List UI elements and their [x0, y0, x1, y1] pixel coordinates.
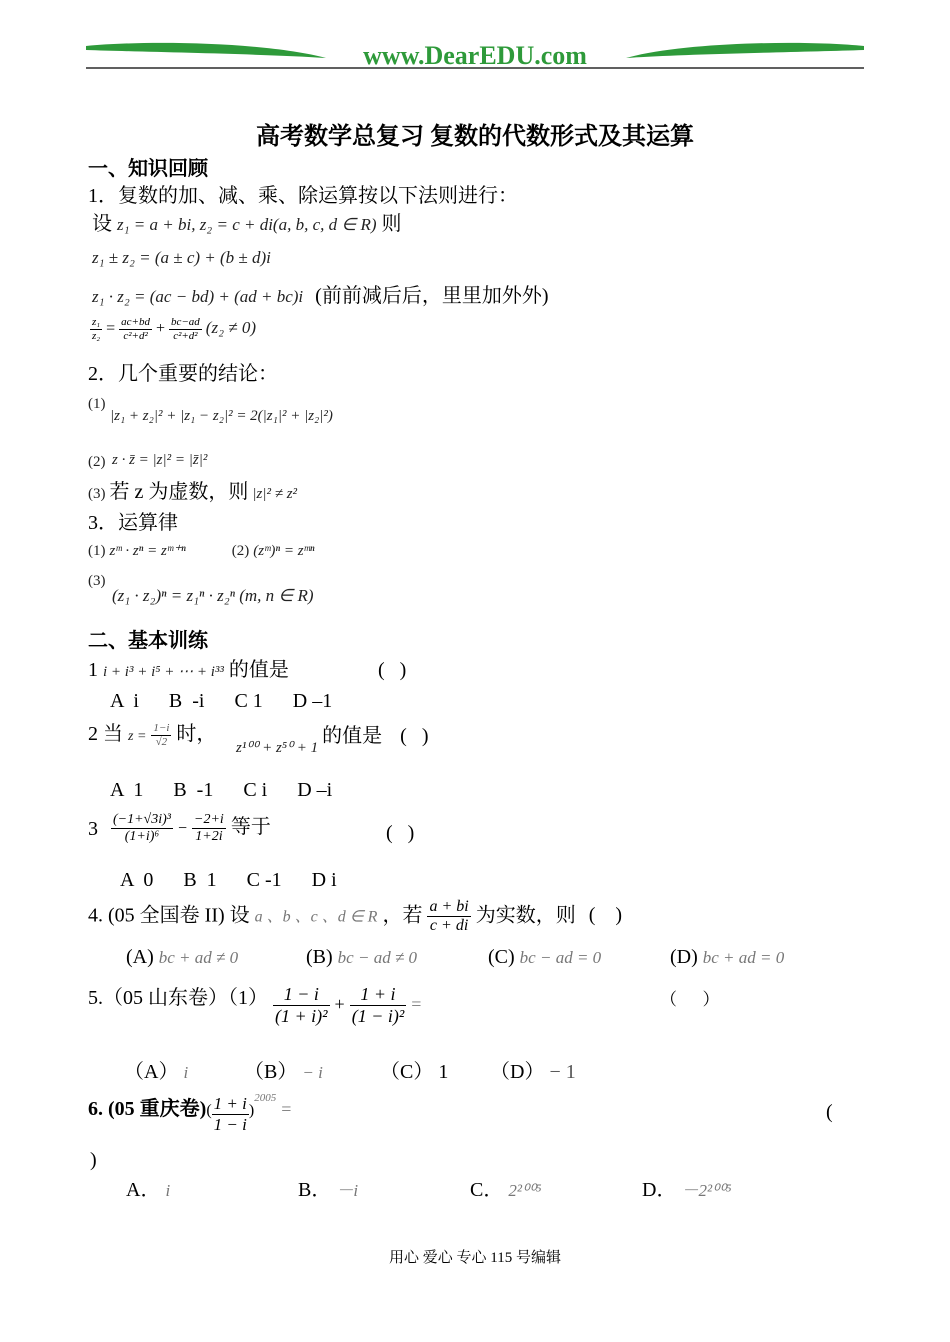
q4-option-d-label: (D) — [670, 946, 698, 968]
law-row-1-2 — [88, 541, 315, 560]
q2-expr-row — [236, 724, 429, 756]
q6-equals: = — [281, 1098, 292, 1119]
right-leaf-swoosh — [626, 43, 864, 58]
q6-paren-close: ) — [90, 1149, 97, 1171]
c3-label: (3) — [88, 486, 106, 502]
q2-fraction — [151, 722, 171, 748]
q5-plus: + — [334, 993, 345, 1014]
q2-text: 的值是 — [322, 725, 383, 747]
q5-option-a — [124, 1060, 188, 1085]
q5-option-a-label: （A） — [124, 1061, 179, 1083]
page-footer: 用心 爱心 专心 115 号编辑 — [389, 1250, 561, 1266]
q2-options: A 1 B -1 C i D –i — [110, 779, 333, 801]
q5-option-d-label: （D） — [490, 1061, 545, 1083]
q5-fraction-1 — [273, 984, 330, 1026]
rule-div-lhs — [90, 316, 102, 342]
rule-mul-note: (前前减后后，里里加外外) — [315, 285, 549, 307]
q3-f1-den: (1+i)⁶ — [124, 829, 160, 845]
q4-vars: a 、b 、c 、d ∈ R — [254, 908, 378, 926]
q4-lead: 4. (05 全国卷 II) 设 — [88, 904, 250, 927]
q4-option-c-label: (C) — [488, 946, 515, 968]
q5-option-d — [490, 1060, 576, 1084]
rule-mul-formula: z₁ · z₂ = (ac − bd) + (ad + bc)i — [92, 287, 304, 306]
q4-frac-num: a + bi — [427, 898, 470, 917]
c3-text: 若 z 为虚数，则 — [109, 481, 249, 503]
section1-heading: 一、知识回顾 — [88, 158, 208, 180]
item1-text: 1．复数的加、减、乘、除运算按以下法则进行： — [88, 185, 518, 207]
q6-fraction — [212, 1094, 249, 1134]
q6-option-d — [642, 1178, 732, 1203]
q3-fraction-1 — [111, 812, 173, 845]
rule-div-condition: (z₂ ≠ 0) — [205, 317, 256, 337]
item3-text: 3．运算律 — [88, 512, 178, 534]
q5-f2-den: (1 − i)² — [351, 1005, 405, 1026]
q5-option-c — [380, 1060, 448, 1084]
q1-answer-paren: ( ) — [378, 659, 407, 681]
q2-number: 2 — [88, 723, 98, 745]
q4-mid: ，若 — [382, 904, 423, 927]
q3-row — [88, 812, 271, 845]
rule-div-t1-num: ac+bd — [121, 316, 150, 328]
law1-formula: zᵐ · zⁿ = zᵐ⁺ⁿ — [109, 543, 186, 559]
item2-text: 2．几个重要的结论： — [88, 363, 278, 385]
rule-div-lhs-den: z₂ — [92, 329, 101, 342]
q4-option-c-expr: bc − ad = 0 — [519, 948, 602, 967]
q4-option-b-expr: bc − ad ≠ 0 — [337, 948, 418, 967]
q6-lead: 6. (05 重庆卷) — [88, 1097, 207, 1120]
c2-label: (2) — [88, 454, 106, 470]
q4-option-a-label: (A) — [126, 946, 154, 968]
q2-row — [88, 722, 216, 749]
rule-mul — [92, 284, 548, 308]
law3-label: (3) — [88, 573, 106, 589]
rule-div-term2 — [169, 316, 202, 342]
page-title: 高考数学总复习 复数的代数形式及其运算 — [256, 124, 694, 150]
q1-text: 的值是 — [228, 659, 289, 681]
q5-equals: = — [411, 993, 422, 1014]
q3-options: A 0 B 1 C -1 D i — [120, 869, 337, 891]
q2-prefix: 当 — [103, 723, 123, 745]
q1-number: 1 — [88, 659, 98, 681]
q6-option-a — [126, 1178, 170, 1203]
law3-formula: (z₁ · z₂)ⁿ = z₁ⁿ · z₂ⁿ (m, n ∈ R) — [112, 586, 314, 605]
q5-option-b — [244, 1060, 323, 1085]
q5-lead: 5.（05 山东卷）（1） — [88, 986, 268, 1009]
q5-f1-num: 1 − i — [273, 984, 330, 1006]
q2-frac-den: √2 — [155, 735, 168, 748]
q2-frac-num: 1−i — [153, 722, 170, 735]
q6-option-c-label: C． — [470, 1179, 504, 1201]
q6-frac-den: 1 − i — [213, 1114, 247, 1134]
q5-option-b-label: （B） — [244, 1061, 298, 1083]
q4-answer-paren: ( ) — [588, 904, 623, 927]
q3-minus: − — [178, 820, 188, 838]
c1-label: (1) — [88, 396, 106, 412]
q6-power: 2005 — [254, 1091, 277, 1104]
q5-option-c-expr: 1 — [438, 1061, 449, 1083]
c3-formula: |z|² ≠ z² — [252, 486, 298, 502]
q5-f2-num: 1 + i — [350, 984, 407, 1006]
q6-option-c — [470, 1178, 541, 1203]
q3-text: 等于 — [230, 816, 271, 839]
q3-number: 3 — [88, 818, 98, 841]
q4-tail: 为实数，则 — [475, 904, 576, 927]
q5-f1-den: (1 + i)² — [275, 1005, 328, 1026]
q1-row — [88, 658, 289, 684]
q3-fraction-2 — [192, 812, 226, 845]
q3-f1-num: (−1+√3i)³ — [111, 812, 173, 829]
q6-row: 6. (05 重庆卷)( $\frac{1 + i}{1 - i}$ $^{)2005}$ = — [88, 1091, 292, 1134]
section2-heading: 二、基本训练 — [88, 630, 208, 652]
header-banner — [86, 38, 864, 72]
rule-div-lhs-num: z₁ — [92, 316, 101, 328]
q2-expression: z¹⁰⁰ + z⁵⁰ + 1 — [236, 740, 319, 756]
q2-z-eq: z = — [128, 729, 147, 744]
q4-option-a — [126, 945, 238, 970]
q6-option-a-expr: i — [165, 1181, 171, 1200]
c3-row — [88, 480, 297, 504]
q4-fraction — [427, 898, 470, 936]
q5-option-b-expr: − i — [302, 1063, 323, 1082]
q5-option-a-expr: i — [183, 1063, 189, 1082]
c1-formula: |z₁ + z₂|² + |z₁ − z₂|² = 2(|z₁|² + |z₂|²) — [110, 408, 333, 424]
q4-option-b-label: (B) — [306, 946, 333, 968]
law2-label: (2) — [231, 543, 250, 559]
rule-definition — [92, 212, 402, 237]
rule-div-term1 — [119, 316, 152, 342]
q6-paren-open: ( — [826, 1101, 833, 1123]
q5-option-c-label: （C） — [380, 1061, 434, 1083]
rule-def-formula: z₁ = a + bi, z₂ = c + di(a, b, c, d ∈ R) — [117, 215, 377, 234]
q6-option-b — [298, 1178, 358, 1203]
q6-option-b-expr: －i — [336, 1181, 359, 1200]
q4-option-a-expr: bc + ad ≠ 0 — [158, 948, 239, 967]
q4-option-d — [670, 945, 784, 970]
rule-def-prefix: 设 — [92, 213, 112, 235]
q2-mid: 时， — [176, 723, 217, 745]
q5-row — [88, 984, 421, 1026]
q5-answer-paren: （ ） — [660, 990, 720, 1009]
q6-option-b-label: B． — [298, 1179, 332, 1201]
law2-formula: (zᵐ)ⁿ = zᵐⁿ — [253, 543, 315, 559]
q4-option-d-expr: bc + ad = 0 — [702, 948, 785, 967]
q6-option-c-expr: 2²⁰⁰⁵ — [508, 1181, 542, 1200]
q6-frac-num: 1 + i — [213, 1094, 247, 1113]
q6-option-d-expr: －2²⁰⁰⁵ — [681, 1181, 732, 1200]
q4-frac-den: c + di — [429, 917, 469, 935]
q3-f2-num: −2+i — [192, 812, 226, 829]
q5-fraction-2 — [350, 984, 407, 1026]
q1-options: A i B -i C 1 D –1 — [110, 690, 333, 712]
q5-option-d-expr: − 1 — [549, 1061, 576, 1083]
q6-option-a-label: A． — [126, 1179, 161, 1201]
q3-answer-paren: ( ) — [386, 822, 415, 844]
q1-expression: i + i³ + i⁵ + ⋯ + i³³ — [103, 664, 224, 680]
law1-label: (1) — [88, 543, 106, 559]
q4-row — [88, 898, 622, 936]
site-logo-text: www.DearEDU.com — [363, 41, 587, 70]
q4-option-c — [488, 945, 601, 970]
q3-f2-den: 1+2i — [195, 829, 223, 845]
rule-div-t2-num: bc−ad — [170, 316, 200, 328]
c2-formula: z · z̄ = |z|² = |z̄|² — [112, 452, 208, 468]
rule-div: $\frac{\text{z₁}}{\text{z₂}}$ = $\frac{ac+bd}{\text{c²+d²}}$ + $\frac{bc-ad}{\text{c²+d²}}$ (z₂ ≠ 0) — [92, 316, 256, 342]
left-leaf-swoosh — [86, 43, 326, 58]
rule-add-formula: z₁ ± z₂ = (a ± c) + (b ± d)i — [92, 248, 271, 267]
q2-answer-paren: ( ) — [400, 725, 429, 747]
q4-option-b — [306, 945, 417, 970]
q6-option-d-label: D． — [642, 1179, 677, 1201]
rule-div-t1-den: c²+d² — [123, 329, 148, 342]
rule-def-suffix: 则 — [381, 213, 402, 235]
rule-div-t2-den: c²+d² — [173, 329, 198, 342]
